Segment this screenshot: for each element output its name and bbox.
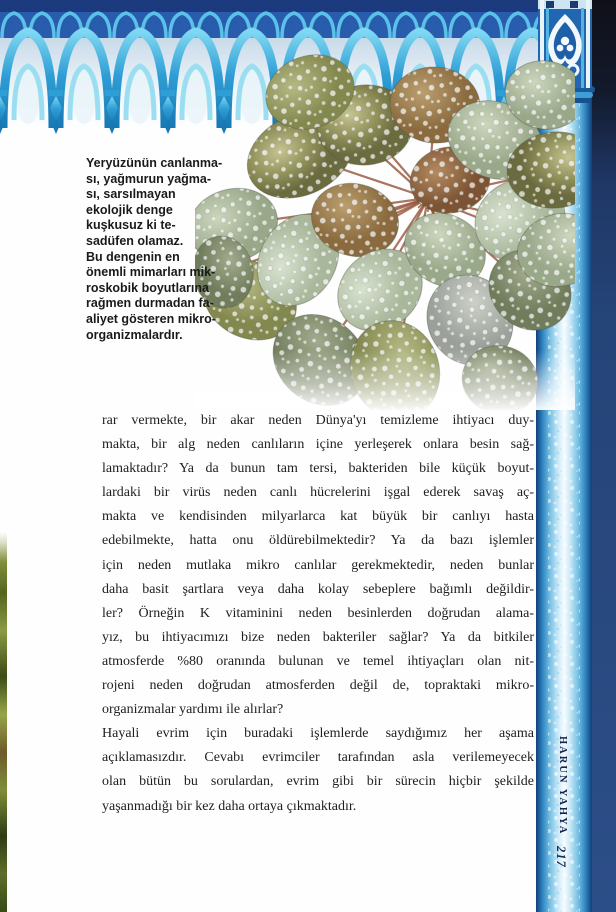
body-text xyxy=(102,409,534,819)
body-line: atmosferde %80 oranında bulunan ve temel ihtiyaçları olan nit- xyxy=(102,653,534,669)
nature-strip-icon xyxy=(0,532,7,912)
body-line: açıklamasızdır. Cevabı evrimciler tarafından asla verilemeyecek xyxy=(102,750,534,766)
body-line: rojeni neden doğrudan atmosferden değil de, topraktaki mikro- xyxy=(102,678,534,694)
page-number: 217 xyxy=(554,846,568,868)
body-line: daha basit şartlara veya daha kolay sebeplere bağımlı değildir- xyxy=(102,581,534,597)
body-line: organizmalar yardımı ile alırlar? xyxy=(102,702,284,718)
body-line: olan bütün bu sorulardan, evrim gibi bir sürecin hiçbir şekilde xyxy=(102,774,534,790)
body-line: Hayali evrim için buradaki işlemlerde saydığımız her aşama xyxy=(102,726,534,742)
body-line: yız, bu ihtiyacımızı bize neden bakteriler sağlar? Ya da bitkiler xyxy=(102,629,534,645)
body-line: edebilmekte, hatta onu öldürebilmektedir? Ya da bazı işlemler xyxy=(102,533,534,549)
photo-caption: Yeryüzünün canlanma- sı, yağmurun yağma- sı, sarsılmayan ekolojik denge kuşkusuz ki te- sadüfen olamaz. Bu dengenin en önemli mimarları mik- roskobik boyutlarına rağmen durmadan fa- aliyet gösteren mikro- organizmalardır. xyxy=(86,156,223,342)
body-line: lamaktadır? Ya da bunun tam tersi, bakteriden bile küçük boyut- xyxy=(102,461,534,477)
dew-leaves-photo-icon xyxy=(195,50,575,410)
body-line: yaşanmadığı bir kez daha ortaya çıkmaktadır. xyxy=(102,798,357,814)
body-line: rar vermekte, bir akar neden Dünya'yı temizleme ihtiyacı duy- xyxy=(102,413,534,428)
body-line: ler? Örneğin K vitaminini neden besinlerden doğrudan alama- xyxy=(102,605,534,621)
body-line: için neden mutlaka mikro canlılar gerekmektedir, neden bunlar xyxy=(102,557,534,573)
body-line: makta, bir alg neden canlıların içine yerleşerek onlara besin sağ- xyxy=(102,437,534,453)
author-name-vertical: HARUN YAHYA xyxy=(557,736,568,836)
body-line: makta ve kendisinden milyarlarca kat büyük bir canlıyı hasta xyxy=(102,509,534,525)
body-line: lardaki bir virüs neden canlı hücrelerini işgal ederek savaş aç- xyxy=(102,485,534,501)
